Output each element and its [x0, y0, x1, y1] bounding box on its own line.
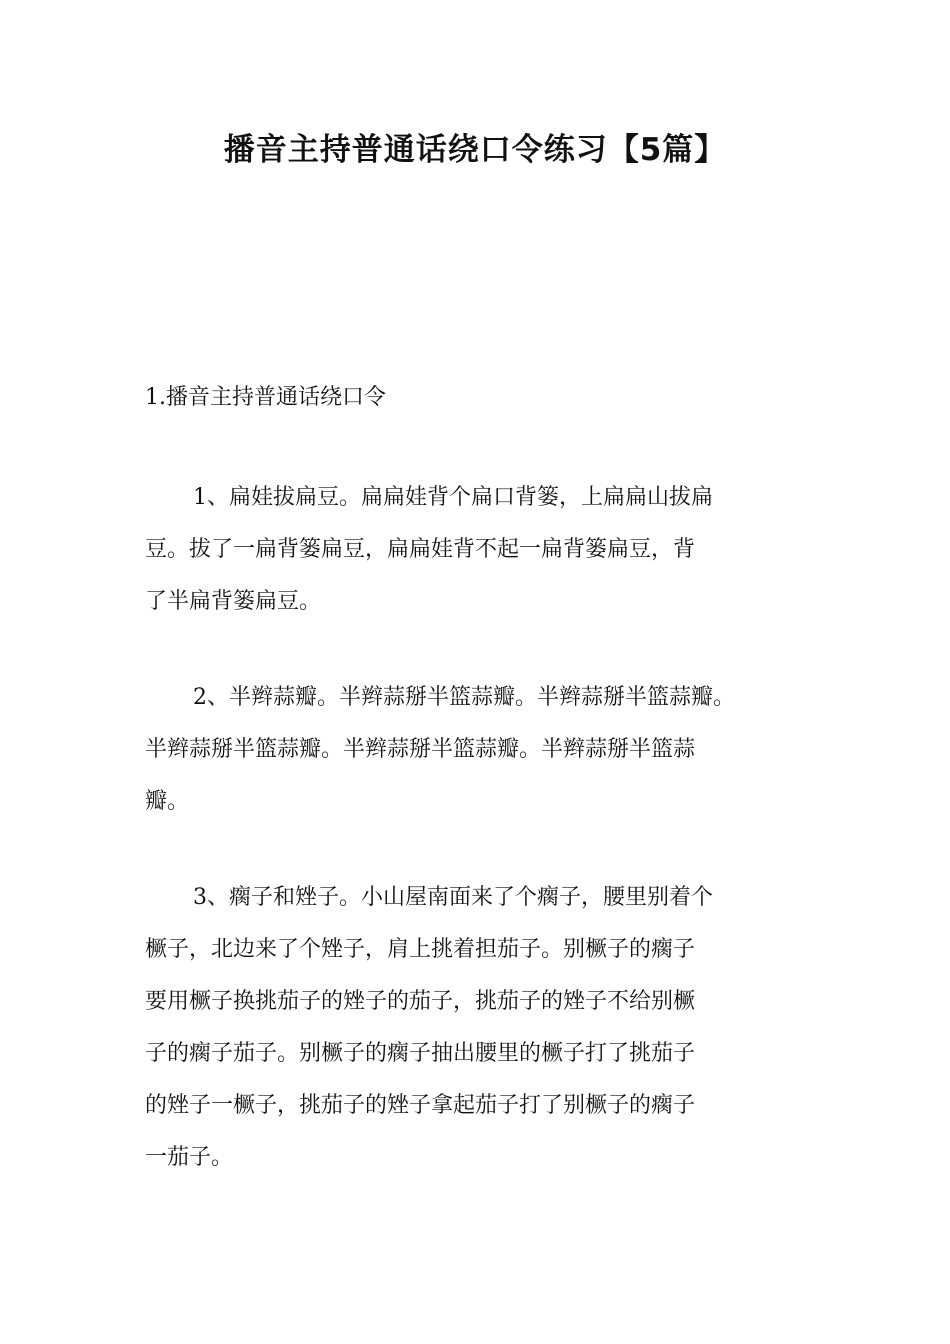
paragraph-line: 2、半辫蒜瓣。半辫蒜掰半篮蒜瓣。半辫蒜掰半篮蒜瓣。 [193, 685, 735, 710]
paragraph-line: 半辫蒜掰半篮蒜瓣。半辫蒜掰半篮蒜瓣。半辫蒜掰半篮蒜 [145, 737, 696, 762]
paragraph-line: 了半扁背篓扁豆。 [145, 589, 322, 614]
paragraph-2 [145, 672, 845, 828]
paragraph-line: 1、扁娃拔扁豆。扁扁娃背个扁口背篓，上扁扁山拔扁 [193, 485, 713, 510]
paragraph-line: 的矬子一橛子，挑茄子的矬子拿起茄子打了别橛子的瘸子 [145, 1093, 696, 1118]
paragraph-line: 要用橛子换挑茄子的矬子的茄子，挑茄子的矬子不给别橛 [145, 989, 696, 1014]
paragraph-line: 豆。拔了一扁背篓扁豆，扁扁娃背不起一扁背篓扁豆，背 [145, 537, 696, 562]
paragraph-line: 一茄子。 [145, 1145, 234, 1170]
document-title: 播音主持普通话绕口令练习【5篇】 [223, 132, 727, 168]
paragraph-1 [145, 472, 815, 628]
paragraph-line: 橛子，北边来了个矬子，肩上挑着担茄子。别橛子的瘸子 [145, 937, 696, 962]
paragraph-line: 瓣。 [145, 789, 190, 814]
section-heading: 1.播音主持普通话绕口令 [145, 385, 386, 410]
paragraph-line: 子的瘸子茄子。别橛子的瘸子抽出腰里的橛子打了挑茄子 [145, 1041, 696, 1066]
paragraph-line: 3、瘸子和矬子。小山屋南面来了个瘸子，腰里别着个 [193, 885, 713, 910]
paragraph-3 [145, 872, 815, 1184]
